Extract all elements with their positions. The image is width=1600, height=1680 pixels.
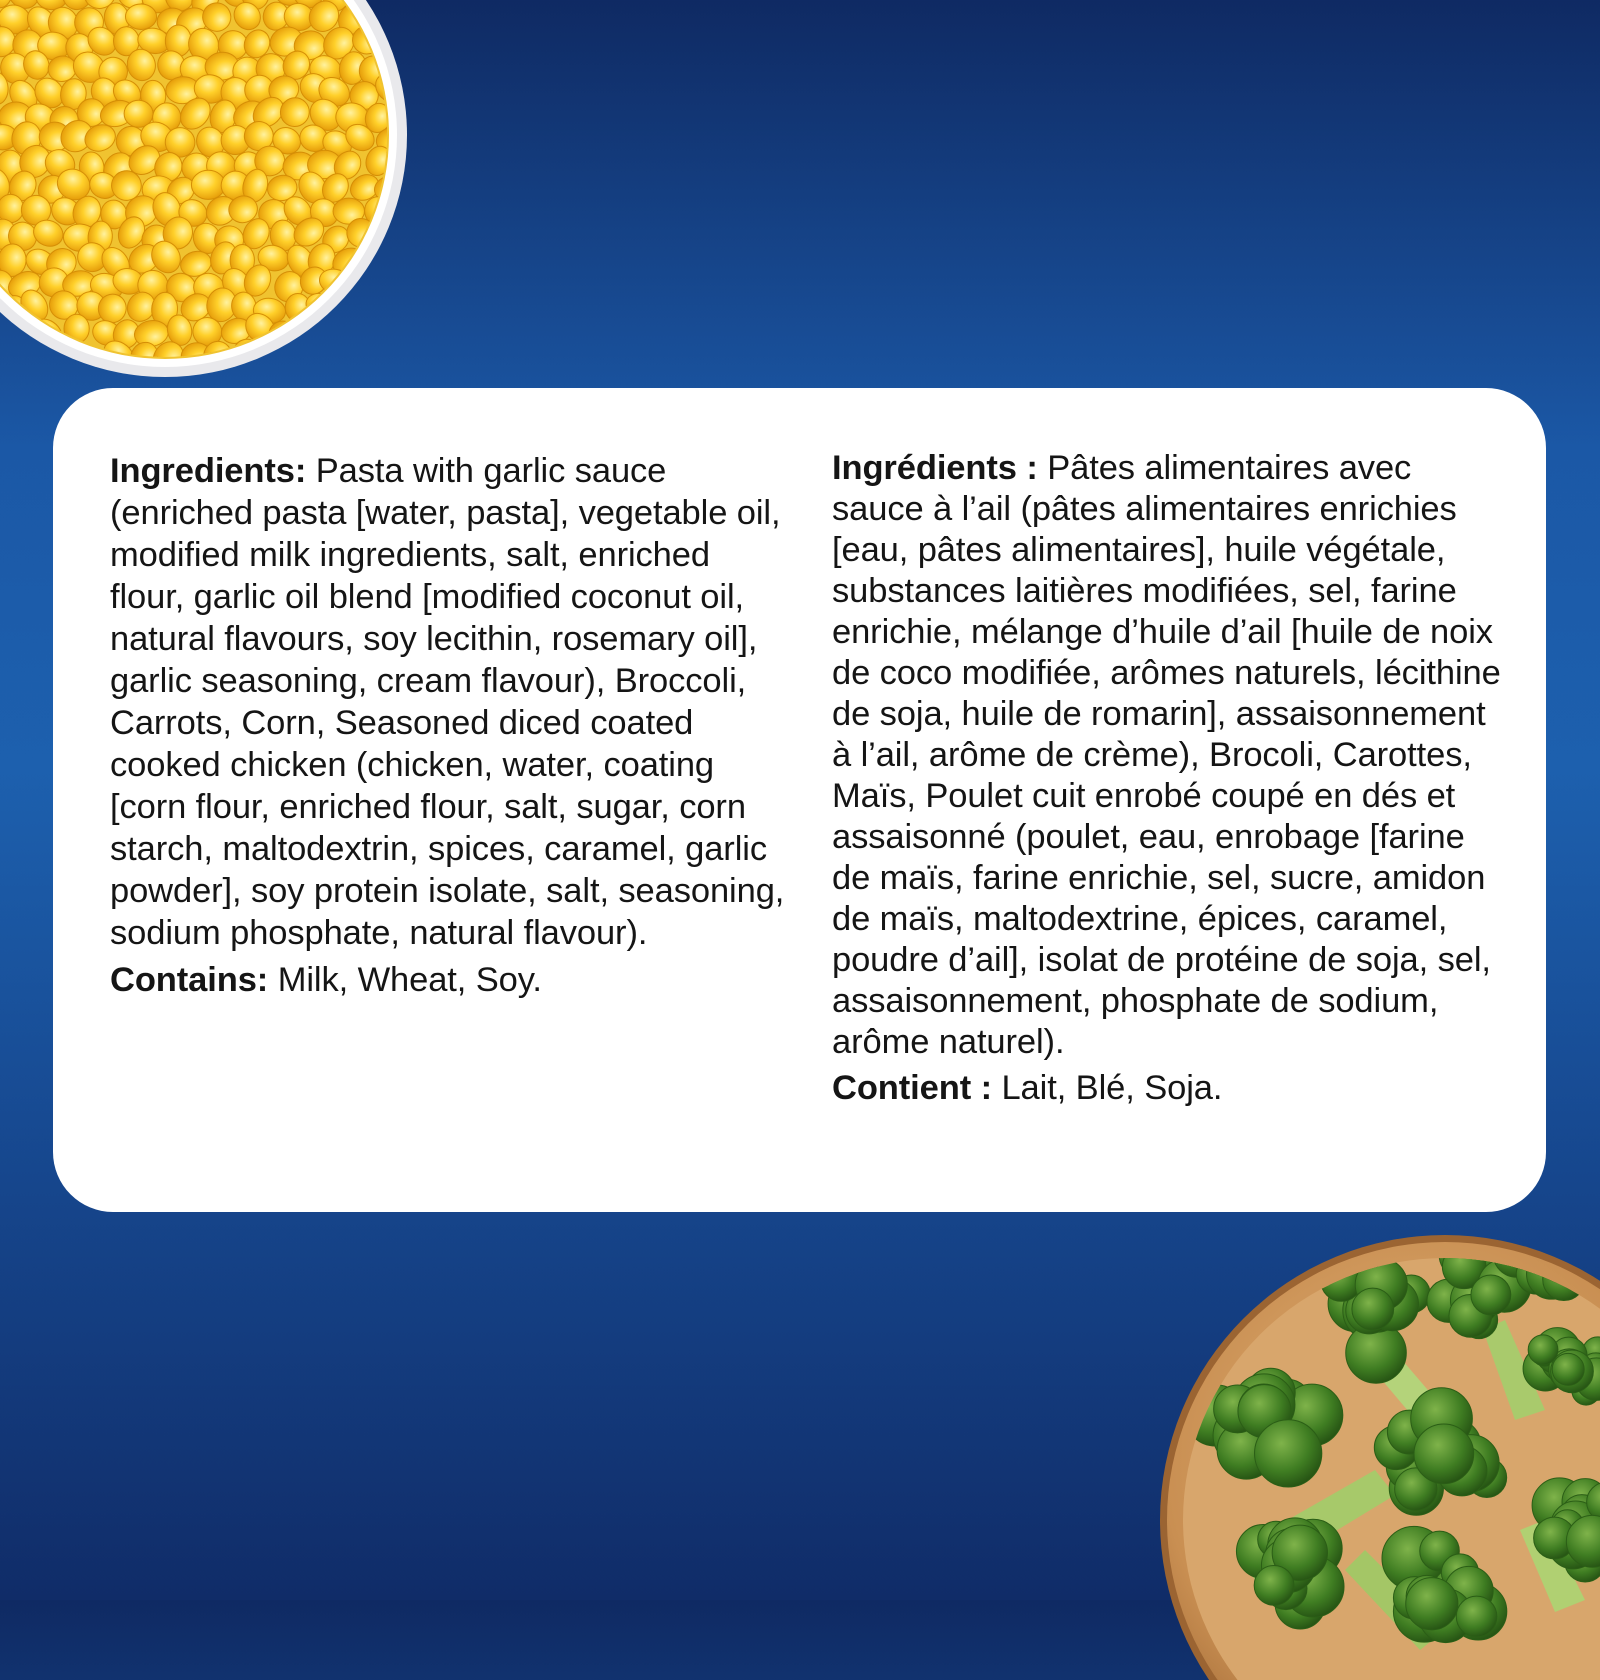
- corn-kernel: [5, 365, 38, 380]
- corn-kernel: [396, 310, 420, 349]
- corn-kernel: [406, 1, 420, 41]
- corn-kernel: [385, 236, 420, 277]
- broccoli-floret: [1456, 1596, 1497, 1637]
- corn-kernel: [419, 315, 420, 353]
- english-ingredients-label: Ingredients:: [110, 452, 306, 490]
- corn-kernel: [327, 332, 370, 372]
- corn-kernel: [58, 364, 92, 380]
- corn-kernel: [0, 363, 22, 380]
- french-contains-text: Lait, Blé, Soja.: [1001, 1069, 1222, 1107]
- corn-kernel: [191, 170, 225, 199]
- corn-kernel: [397, 29, 420, 66]
- corn-kernel: [377, 360, 408, 380]
- english-allergens-paragraph: [110, 959, 792, 1001]
- corn-kernel: [24, 342, 51, 375]
- corn-kernel: [370, 0, 403, 16]
- corn-kernel: [398, 0, 420, 16]
- broccoli-floret: [1254, 1565, 1294, 1605]
- corn-kernel: [241, 362, 281, 380]
- broccoli-floret: [1414, 1424, 1474, 1484]
- corn-bowl-image: [0, 0, 420, 380]
- broccoli-floret: [1471, 1275, 1511, 1315]
- corn-kernel: [414, 242, 420, 280]
- broccoli-floret: [1552, 1353, 1584, 1385]
- corn-kernel: [308, 338, 344, 376]
- ingredients-card: [53, 388, 1546, 1212]
- corn-kernel: [382, 290, 415, 328]
- english-ingredients-column: [110, 450, 792, 1001]
- french-ingredients-paragraph: [832, 448, 1512, 1063]
- corn-kernel: [400, 219, 420, 250]
- broccoli-bowl-image: [1115, 1220, 1600, 1680]
- english-ingredients-paragraph: [110, 450, 792, 954]
- corn-kernel: [408, 289, 420, 332]
- corn-kernel: [407, 339, 420, 373]
- corn-kernel: [363, 291, 393, 325]
- broccoli-floret: [1352, 1288, 1394, 1330]
- corn-kernel: [315, 317, 352, 355]
- corn-kernel: [31, 368, 69, 380]
- corn-kernel: [0, 336, 34, 376]
- corn-kernel: [125, 4, 157, 30]
- corn-kernel: [407, 192, 420, 232]
- french-contains-label: Contient :: [832, 1069, 992, 1107]
- corn-kernel: [270, 371, 301, 380]
- corn-kernel: [396, 265, 420, 306]
- broccoli-floret: [1255, 1420, 1322, 1487]
- french-ingredients-label: Ingrédients :: [832, 449, 1038, 487]
- french-ingredients-text: Pâtes alimentaires avec sauce à l’ail (pâtes alimentaires enrichies [eau, pâtes alimentaires], huile végétale, substances laitières modifiées, sel, farine enrichie, mélange d’huile d’ail [huile de noix de coco modifiée, arômes naturels, lécithine de soja, huile de romarin], assaisonnement à l’ail, arôme de crème), Brocoli, Carottes, Maïs, Poulet cuit enrobé coupé en dés et assaisonné (poulet, eau, enrobage [farine de maïs, farine enrichie, sel, sucre, amidon de maïs, maltodextrine, épices, caramel, poudre d’ail], isolat de protéine de soja, sel, assaisonnement, phosphate de sodium, arôme naturel).: [832, 449, 1501, 1061]
- english-ingredients-text: Pasta with garlic sauce (enriched pasta [water, pasta], vegetable oil, modified milk ingredients, salt, enriched flour, garlic oil blend [modified coconut oil, natural flavours, soy lecithin, rosemary oil], garlic seasoning, cream flavour), Broccoli, Carrots, Corn, Seasoned diced coated cooked chicken (chicken, water, coating [corn flour, enriched flour, salt, sugar, corn starch, maltodextrin, spices, caramel, garlic powder], soy protein isolate, salt, seasoning, sodium phosphate, natural flavour).: [110, 452, 784, 952]
- corn-kernel: [362, 332, 399, 372]
- corn-kernel: [414, 148, 420, 182]
- corn-kernel: [288, 362, 327, 380]
- corn-kernel: [419, 357, 420, 380]
- corn-kernel: [319, 358, 360, 380]
- corn-kernel: [375, 313, 407, 348]
- corn-kernel: [347, 365, 380, 380]
- corn-kernel: [390, 343, 420, 375]
- broccoli-floret: [1406, 1578, 1458, 1630]
- corn-kernel: [367, 265, 404, 303]
- french-allergens-paragraph: [832, 1068, 1512, 1109]
- corn-kernel: [408, 50, 420, 88]
- broccoli-floret: [1528, 1335, 1558, 1365]
- english-contains-text: Milk, Wheat, Soy.: [278, 961, 542, 999]
- corn-kernel: [416, 20, 420, 63]
- french-ingredients-column: [832, 448, 1512, 1109]
- corn-kernel: [405, 96, 420, 134]
- corn-kernel: [344, 314, 380, 347]
- english-contains-label: Contains:: [110, 961, 268, 999]
- corn-kernel: [419, 0, 420, 19]
- corn-kernel: [394, 361, 420, 380]
- corn-kernel: [0, 335, 4, 372]
